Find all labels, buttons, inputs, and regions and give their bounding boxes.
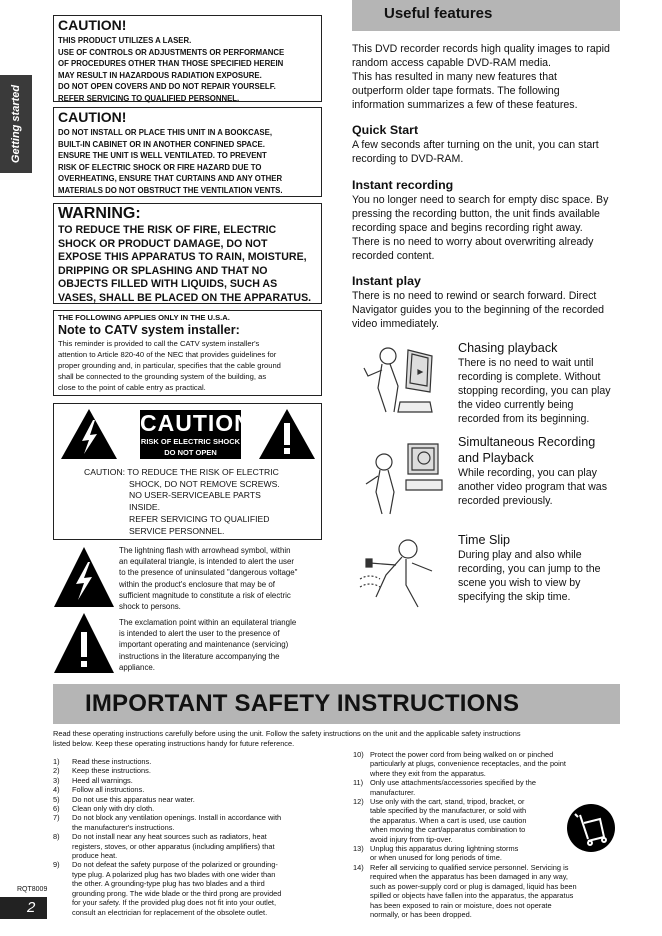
lightning-symbol-text <box>119 545 322 612</box>
feature-heading: Instant play <box>352 274 421 288</box>
text-line: Navigator guides you to the beginning of the recorded <box>352 304 605 316</box>
text-line: You no longer need to search for empty disc space. By <box>352 194 609 206</box>
instant-recording-section <box>352 177 620 263</box>
text-line: During play and also while <box>458 549 582 561</box>
time-slip-section <box>458 532 623 604</box>
text-line: specifying the skip time. <box>458 591 571 603</box>
caution-title: CAUTION! <box>58 109 127 125</box>
text-line: recording, you can jump to the <box>458 563 601 575</box>
text-line: TO REDUCE THE RISK OF ELECTRIC <box>127 467 279 477</box>
text-line: recorded previously. <box>458 495 553 507</box>
useful-intro <box>352 42 620 112</box>
text-line: appliance. <box>119 662 155 672</box>
text-line: random access capable DVD-RAM media. <box>352 57 552 69</box>
text-line: SHOCK, DO NOT REMOVE SCREWS. <box>129 478 280 489</box>
instant-play-section <box>352 273 620 331</box>
text-line: While recording, you can play <box>458 467 597 479</box>
section-tab-label: Getting started <box>10 84 22 164</box>
electric-shock-caution-box <box>53 403 322 540</box>
section-tab <box>0 75 32 173</box>
text-line: TO REDUCE THE RISK OF FIRE, ELECTRIC <box>58 224 277 236</box>
lightning-warning-icon <box>60 408 118 460</box>
useful-features-header <box>352 0 620 31</box>
text-line: VASES, SHALL BE PLACED ON THE APPARATUS. <box>58 291 312 304</box>
laser-caution-box <box>53 15 322 102</box>
text-line: REFER SERVICING TO QUALIFIED <box>129 513 270 524</box>
list-item: 7) Do not block any ventilation openings. Install in accordance with the manufacturer's instructions. <box>53 813 282 832</box>
text-line: video immediately. <box>352 318 439 330</box>
text-line: There is no need to rewind or search forward. Direct <box>352 290 597 302</box>
text-line: shall be connected to the grounding system of the building, as <box>58 372 267 381</box>
text-line: A few seconds after turning on the unit, you can start <box>352 139 599 151</box>
list-item: 10) Protect the power cord from being walked on or pinched particularly at plugs, convenience receptacles, and the point where they exit from the apparatus. <box>353 750 566 778</box>
text-line: to the presence of uninsulated "dangerous voltage" <box>119 568 298 578</box>
text-line: instructions in the literature accompanying the <box>119 651 280 661</box>
text-line: USE OF CONTROLS OR ADJUSTMENTS OR PERFORMANCE <box>58 47 285 57</box>
text-line: Simultaneous Recording <box>458 435 596 449</box>
chasing-playback-section <box>458 340 623 426</box>
section-title: Useful features <box>384 5 493 22</box>
caution-text <box>84 467 319 537</box>
list-item: 2) Keep these instructions. <box>53 766 151 776</box>
list-item: 13) Unplug this apparatus during lightning storms or when unused for long periods of time. <box>353 844 519 863</box>
text-line: listed below. Keep these operating instructions handy for future reference. <box>53 739 295 748</box>
text-line: attention to Article 820-40 of the NEC that provides guidelines for <box>58 350 277 359</box>
text-line: ENSURE THE UNIT IS WELL VENTILATED. TO PREVENT <box>58 151 267 161</box>
list-item: 11) Only use attachments/accessories specified by the manufacturer. <box>353 778 536 797</box>
text-line: another video program that was <box>458 481 607 493</box>
list-item: 3) Heed all warnings. <box>53 775 133 785</box>
text-line: INSIDE. <box>129 502 161 513</box>
caution-banner <box>140 410 252 459</box>
page-number-text: 2 <box>27 899 36 916</box>
lightning-symbol-icon <box>53 546 115 608</box>
text-line: THIS PRODUCT UTILIZES A LASER. <box>58 36 192 45</box>
list-item: 9) Do not defeat the safety purpose of the polarized or grounding- type plug. A polarized plug has two blades with one wider than the other. A grounding-type plug has two blades and a third grounding prong. The wide blade or the third prong are provided for your safety. If the provided plug does not fit into your outlet, consult an electrician for replacement of the obsolete outlet. <box>53 860 282 917</box>
warning-title: WARNING: <box>58 205 141 222</box>
catv-text <box>58 338 317 393</box>
text-line: DRIPPING OR SPLASHING AND THAT NO <box>58 264 268 277</box>
text-line: shock to persons. <box>119 602 181 612</box>
text-line: This DVD recorder records high quality images to rapid <box>352 43 610 55</box>
list-item: 8) Do not install near any heat sources such as radiators, heat registers, stoves, or other apparatus (including amplifiers) that produce heat. <box>53 832 275 861</box>
person-watching-illustration <box>360 340 450 420</box>
text-line: the video currently being <box>458 399 574 411</box>
text-line: recorded from its beginning. <box>458 413 590 425</box>
page-number <box>0 897 47 919</box>
text-line: close to the point of cable entry as practical. <box>58 383 206 392</box>
text-line: recording to DVD-RAM. <box>352 153 464 165</box>
feature-heading <box>458 434 623 466</box>
text-line: This has resulted in many new features that <box>352 71 557 83</box>
person-remote-illustration <box>356 535 446 615</box>
ventilation-caution-box <box>53 107 322 197</box>
list-item: 6) Clean only with dry cloth. <box>53 804 155 814</box>
text-line: DO NOT OPEN COVERS AND DO NOT REPAIR YOURSELF. <box>58 82 276 92</box>
text-line: stopping recording, you can play <box>458 385 611 397</box>
text-line: OF PROCEDURES OTHER THAN THOSE SPECIFIED HEREIN <box>58 59 284 69</box>
text-line: The exclamation point within an equilateral triangle <box>119 618 297 627</box>
text-line: There is no need to worry about overwriting already <box>352 236 594 248</box>
list-item: 1) Read these instructions. <box>53 757 152 766</box>
caution-banner-word: CAUTION <box>140 410 252 436</box>
text-line: is intended to alert the user to the presence of <box>119 629 280 639</box>
caution-banner-line: RISK OF ELECTRIC SHOCK <box>140 437 241 446</box>
text-line: BUILT-IN CABINET OR IN ANOTHER CONFINED SPACE. <box>58 139 265 149</box>
feature-heading: Chasing playback <box>458 341 558 355</box>
feature-heading: Instant recording <box>352 178 454 192</box>
text-line: scene you wish to view by <box>458 577 581 589</box>
text-line: sufficient magnitude to constitute a risk of electric <box>119 590 291 600</box>
caution-banner-line: DO NOT OPEN <box>164 448 217 457</box>
list-item: 12) Use only with the cart, stand, tripod, bracket, or table specified by the manufacturer, or sold with the apparatus. When a cart is used, use caution when moving the cart/apparatus combination to avoid injury from tip-over. <box>353 797 527 844</box>
text-line: This reminder is provided to call the CATV system installer's <box>58 339 260 348</box>
list-item: 14) Refer all servicing to qualified service personnel. Servicing is required when the apparatus has been damaged in any way, such as power-supply cord or plug is damaged, liquid has been spilled or objects have fallen into the apparatus, the apparatus has been exposed to rain or moisture, does not operate normally, or has been dropped. <box>353 862 577 919</box>
text-line: outperform older tape formats. The following <box>352 85 560 97</box>
exclamation-symbol-icon <box>53 612 115 674</box>
list-item: 4) Follow all instructions. <box>53 785 145 795</box>
feature-heading: Time Slip <box>458 533 511 547</box>
text-line: MAY RESULT IN HAZARDOUS RADIATION EXPOSURE. <box>58 70 262 80</box>
text-line: important operating and maintenance (servicing) <box>119 640 289 650</box>
text-line: The lightning flash with arrowhead symbol, within <box>119 546 291 555</box>
warning-text <box>58 224 317 305</box>
exclamation-warning-icon <box>258 408 316 460</box>
text-line: Read these operating instructions carefully before using the unit. Follow the safety instructions on the unit and the applicable safety instructions <box>53 729 521 738</box>
person-tv-illustration <box>362 440 447 518</box>
text-line: an equilateral triangle, is intended to alert the user <box>119 557 295 567</box>
text-line: recording is complete. Without <box>458 371 601 383</box>
text-line: OVERHEATING, ENSURE THAT CURTAINS AND ANY OTHER <box>58 174 283 184</box>
feature-heading: Quick Start <box>352 123 419 137</box>
section-title: IMPORTANT SAFETY INSTRUCTIONS <box>85 690 520 717</box>
model-code: RQT8009 <box>17 886 48 893</box>
caution-lead: CAUTION: <box>84 467 126 477</box>
safety-instructions-header <box>53 684 620 724</box>
text-line: REFER SERVICING TO QUALIFIED PERSONNEL. <box>58 93 240 103</box>
warning-box <box>53 203 322 304</box>
caution-text <box>58 35 317 105</box>
text-line: SHOCK OR PRODUCT DAMAGE, DO NOT <box>58 237 268 250</box>
caution-title: CAUTION! <box>58 17 127 33</box>
simultaneous-section <box>458 434 623 508</box>
text-line: RISK OF ELECTRIC SHOCK OR FIRE HAZARD DUE TO <box>58 162 262 172</box>
catv-note-box <box>53 310 322 396</box>
text-line: SERVICE PERSONNEL. <box>129 525 225 536</box>
text-line: recorded content. <box>352 250 435 262</box>
catv-applies: THE FOLLOWING APPLIES ONLY IN THE U.S.A. <box>58 313 230 322</box>
list-item: 5) Do not use this apparatus near water. <box>53 794 195 804</box>
text-line: DO NOT INSTALL OR PLACE THIS UNIT IN A BOOKCASE, <box>58 128 272 137</box>
caution-text <box>58 127 317 197</box>
text-line: within the product's enclosure that may be of <box>119 579 275 589</box>
text-line: NO USER-SERVICEABLE PARTS <box>129 490 261 501</box>
text-line: MATERIALS DO NOT OBSTRUCT THE VENTILATION VENTS. <box>58 185 283 195</box>
text-line: There is no need to wait until <box>458 357 594 369</box>
text-line: proper grounding and, in particular, specifies that the cable ground <box>58 361 281 370</box>
catv-title: Note to CATV system installer: <box>58 323 240 337</box>
text-line: EXPOSE THIS APPARATUS TO RAIN, MOISTURE, <box>58 251 307 263</box>
quick-start-section <box>352 122 620 166</box>
text-line: and Playback <box>458 451 534 465</box>
exclamation-symbol-text <box>119 617 322 673</box>
text-line: pressing the recording button, the unit finds available <box>352 208 600 220</box>
text-line: information summarizes a few of these features. <box>352 99 578 111</box>
text-line: OBJECTS FILLED WITH LIQUIDS, SUCH AS <box>58 278 278 290</box>
safety-list-left <box>53 757 321 917</box>
safety-intro <box>53 729 618 749</box>
text-line: recording space and begins recording right away. <box>352 222 583 234</box>
cart-tipover-icon <box>566 803 616 853</box>
